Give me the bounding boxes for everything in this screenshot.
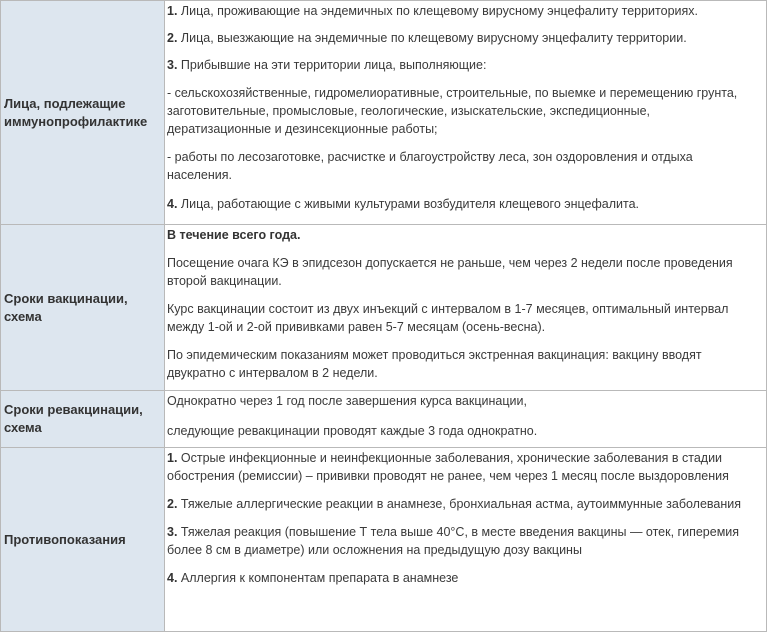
table-row-schedule xyxy=(1,225,767,391)
row-label: Сроки ревакцинации, схема xyxy=(1,391,165,448)
table-row-revaccination xyxy=(1,391,767,448)
list-item: Курс вакцинации состоит из двух инъекций с интервалом в 1-7 месяцев, оптимальный интервал между 1-ой и 2-ой прививками равен 5-7 месяцам (осень-весна). xyxy=(167,302,729,334)
row-label: Сроки вакцинации, схема xyxy=(1,225,165,391)
row-content xyxy=(165,391,767,448)
row-content xyxy=(165,225,767,391)
row-label: Лица, подлежащие иммунопрофилактике xyxy=(1,1,165,225)
list-item: Посещение очага КЭ в эпидсезон допускается не раньше, чем через 2 недели после проведения второй вакцинации. xyxy=(167,256,733,288)
list-item: следующие ревакцинации проводят каждые 3 года однократно. xyxy=(167,424,538,438)
list-item: 2. Тяжелые аллергические реакции в анамнезе, бронхиальная астма, аутоиммунные заболевания xyxy=(167,497,742,511)
list-item: 3. Тяжелая реакция (повышение Т тела выше 40°С, в месте введения вакцины — отек, гиперемия более 8 см в диаметре) или осложнения на предыдущую дозу вакцины xyxy=(167,525,740,557)
list-item: 2. Лица, выезжающие на эндемичные по клещевому вирусному энцефалиту территории. xyxy=(167,31,687,45)
list-item: Однократно через 1 год после завершения курса вакцинации, xyxy=(167,394,527,408)
row-label: Противопоказания xyxy=(1,448,165,632)
list-item: 1. Лица, проживающие на эндемичных по клещевому вирусному энцефалиту территориях. xyxy=(167,4,699,18)
row-content xyxy=(165,448,767,632)
table-row-contraindications xyxy=(1,448,767,632)
list-item: - работы по лесозаготовке, расчистке и благоустройству леса, зон оздоровления и отдыха населения. xyxy=(167,150,693,182)
list-item: 3. Прибывшие на эти территории лица, выполняющие: xyxy=(167,58,487,72)
row-heading: В течение всего года. xyxy=(167,228,301,242)
list-item: 4. Лица, работающие с живыми культурами возбудителя клещевого энцефалита. xyxy=(167,197,640,211)
table-row-persons xyxy=(1,1,767,225)
list-item: - сельскохозяйственные, гидромелиоративные, строительные, по выемке и перемещению грунта, заготовительные, промысловые, геологические, изыскательские, экспедиционные, дератизационные и дезинсекционные работы; xyxy=(167,86,738,136)
list-item: 1. Острые инфекционные и неинфекционные заболевания, хронические заболевания в стадии обострения (ремиссии) – прививки проводят не ранее, чем через 1 месяц после выздоровления xyxy=(167,451,729,483)
row-content xyxy=(165,1,767,225)
list-item: По эпидемическим показаниям может проводиться экстренная вакцинация: вакцину вводят двукратно с интервалом в 2 недели. xyxy=(167,348,702,380)
list-item: 4. Аллергия к компонентам препарата в анамнезе xyxy=(167,571,459,585)
